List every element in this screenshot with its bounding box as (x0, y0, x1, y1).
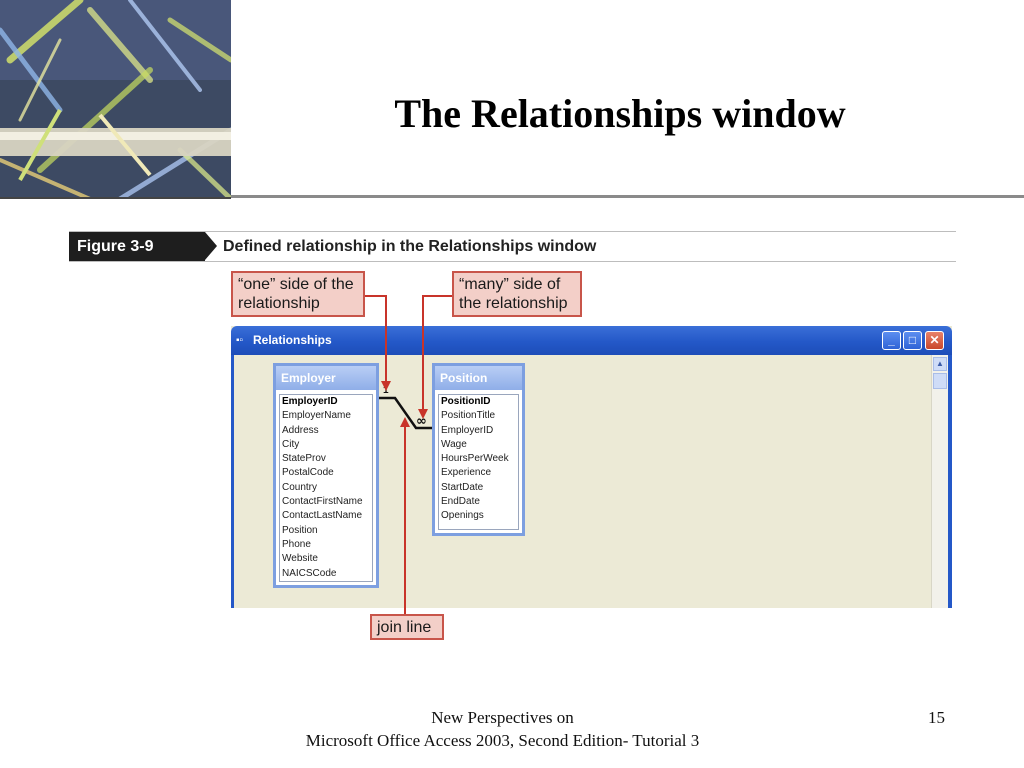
table-field[interactable]: Experience (441, 467, 492, 479)
table-field[interactable]: NAICSCode (282, 567, 337, 579)
slide-footer (250, 706, 755, 752)
employer-table-header[interactable]: Employer (276, 366, 376, 390)
window-titlebar[interactable] (231, 326, 952, 355)
position-field-list[interactable] (438, 394, 519, 530)
table-field[interactable]: Phone (282, 538, 311, 550)
table-field[interactable]: ContactFirstName (282, 496, 363, 508)
maximize-button[interactable] (903, 331, 922, 350)
table-field[interactable]: City (282, 438, 300, 450)
table-field[interactable]: Wage (441, 438, 467, 450)
figure-number: Figure 3-9 (69, 232, 205, 261)
close-button[interactable] (925, 331, 944, 350)
title-divider (231, 195, 1024, 198)
window-border-right (948, 355, 952, 608)
table-field[interactable]: EmployerID (282, 396, 338, 407)
figure-caption-bar (69, 231, 956, 262)
footer-line1: New Perspectives on (431, 708, 574, 727)
minimize-button[interactable] (882, 331, 901, 350)
table-field[interactable]: StateProv (282, 453, 326, 465)
table-field[interactable]: Openings (441, 510, 484, 522)
corner-decorative-image (0, 0, 231, 199)
relationships-icon[interactable]: ▪▫ (236, 335, 244, 346)
figure-caption: Defined relationship in the Relationships window (223, 238, 597, 255)
window-title: Relationships (253, 333, 332, 347)
callout-one-side (231, 271, 365, 317)
table-field[interactable]: PositionID (441, 396, 491, 407)
slide-title: The Relationships window (394, 91, 846, 136)
window-border-left (231, 355, 234, 608)
vertical-scrollbar[interactable] (931, 355, 948, 608)
maximize-icon: □ (908, 333, 917, 347)
footer-line2: Microsoft Office Access 2003, Second Edition- Tutorial 3 (305, 731, 700, 750)
employer-table[interactable] (273, 363, 379, 588)
close-icon: ✕ (929, 333, 940, 347)
many-side-symbol: ∞ (416, 414, 427, 429)
scroll-up-icon[interactable]: ▲ (933, 357, 947, 371)
table-field[interactable]: ContactLastName (282, 510, 363, 522)
table-field[interactable]: EmployerName (282, 410, 351, 422)
callout-join-line: join line (370, 614, 444, 640)
table-field[interactable]: PostalCode (282, 467, 334, 479)
table-field[interactable]: Position (282, 524, 318, 536)
table-field[interactable]: Country (282, 481, 318, 493)
figure-arrow-icon (205, 232, 217, 260)
callout-one-side-line2: relationship (238, 295, 320, 312)
page-number: 15 (928, 708, 945, 727)
one-side-symbol: 1 (383, 385, 389, 396)
title-divider-left (0, 197, 231, 199)
position-table-header[interactable]: Position (435, 366, 522, 390)
table-field[interactable]: Address (282, 424, 319, 436)
table-field[interactable]: StartDate (441, 481, 484, 493)
callout-many-side-line1: “many” side of (459, 276, 561, 293)
position-table[interactable] (432, 363, 525, 536)
table-field[interactable]: EmployerID (441, 424, 494, 436)
employer-field-list[interactable] (279, 394, 373, 582)
minimize-icon: _ (888, 333, 895, 347)
table-field[interactable]: EndDate (441, 496, 480, 508)
table-field[interactable]: PositionTitle (441, 410, 496, 422)
table-field[interactable]: HoursPerWeek (441, 453, 509, 465)
callout-one-side-line1: “one” side of the (238, 276, 354, 293)
callout-many-side-line2: the relationship (459, 295, 568, 312)
scroll-thumb[interactable] (933, 373, 947, 389)
callout-many-side (452, 271, 582, 317)
table-field[interactable]: Website (282, 553, 318, 565)
